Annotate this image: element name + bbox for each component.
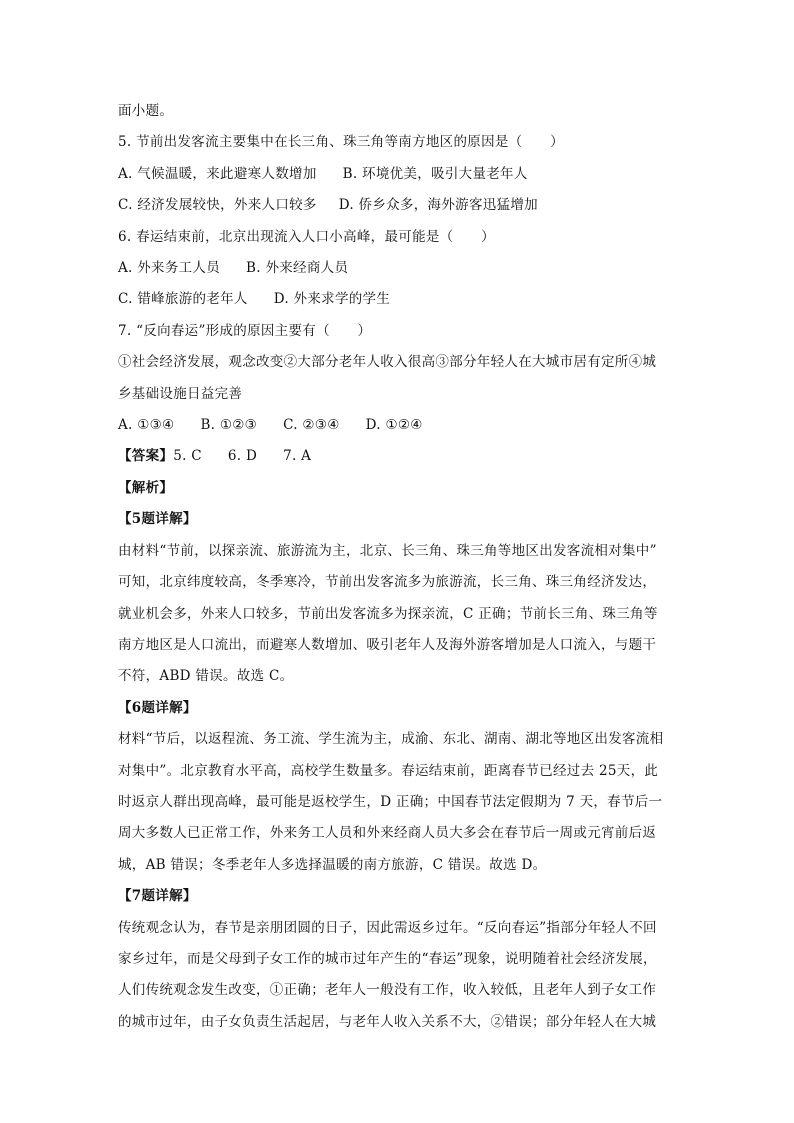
- detail-7-heading: 【7题详解】: [118, 888, 197, 905]
- detail-5-line: 南方地区是人口流出，而避寒人数增加、吸引老年人及海外游客增加是人口流入，与题干: [118, 636, 657, 653]
- detail-5-line: 就业机会多，外来人口较多，节前出发客流多为探亲流，C 正确；节前长三角、珠三角等: [118, 605, 658, 622]
- question-7-statements-line-2: 乡基础设施日益完善: [118, 385, 243, 402]
- option-5c: C. 经济发展较快，外来人口较多: [118, 197, 317, 214]
- option-6a: A. 外来务工人员: [118, 260, 221, 277]
- text-line: 面小题。: [118, 103, 174, 119]
- detail-6-heading: 【6题详解】: [118, 699, 197, 716]
- question-7-statements-line-1: ①社会经济发展，观念改变②大部分老年人收入很高③部分年轻人在大城市居有定所④城: [118, 354, 657, 371]
- detail-6-line: 材料“节后，以返程流、务工流、学生流为主，成渝、东北、湖南、湖北等地区出发客流相: [118, 731, 664, 748]
- answer-label: 【答案】: [118, 448, 174, 465]
- answer-line: [118, 441, 666, 472]
- detail-6-line: 周大多数人已正常工作，外来务工人员和外来经商人员大多会在春节后一周或元宵前后返: [118, 825, 657, 842]
- analysis-heading: 【解析】: [118, 479, 174, 496]
- answer-5: 5. C: [173, 448, 202, 465]
- option-5b: B. 环境优美，吸引大量老年人: [342, 165, 528, 182]
- detail-5-line: 不符，ABD 错误。故选 C。: [118, 668, 294, 685]
- question-6-stem: 6. 春运结束前，北京出现流入人口小高峰，最可能是（ ）: [118, 228, 495, 245]
- question-5-stem: 5. 节前出发客流主要集中在长三角、珠三角等南方地区的原因是（ ）: [118, 134, 564, 151]
- question-6-options-row-1: [118, 253, 666, 284]
- detail-5-heading: 【5题详解】: [118, 511, 197, 528]
- option-7b: B. ①②③: [200, 417, 258, 434]
- detail-6-line: 城，AB 错误；冬季老年人多选择温暖的南方旅游，C 错误。故选 D。: [118, 856, 547, 873]
- option-5a: A. 气候温暖，来此避寒人数增加: [118, 165, 317, 182]
- question-5-options-row-2: [118, 190, 666, 221]
- question-7-options: [118, 410, 666, 441]
- question-5-options-row-1: [118, 159, 666, 190]
- detail-7-line: 人们传统观念发生改变，①正确；老年人一般没有工作，收入较低，且老年人到子女工作: [118, 982, 657, 999]
- detail-7-line: 的城市过年，由子女负责生活起居，与老年人收入关系不大，②错误；部分年轻人在大城: [118, 1013, 657, 1030]
- option-6d: D. 外来求学的学生: [273, 291, 391, 308]
- option-6c: C. 错峰旅游的老年人: [118, 291, 248, 308]
- detail-7-line: 传统观念认为，春节是亲朋团圆的日子，因此需返乡过年。“反向春运”指部分年轻人不回: [118, 919, 657, 936]
- option-7c: C. ②③④: [283, 417, 340, 434]
- detail-5-line: 可知，北京纬度较高，冬季寒冷，节前出发客流多为旅游流，长三角、珠三角经济发达，: [118, 574, 657, 591]
- detail-7-line: 家乡过年，而是父母到子女工作的城市过年产生的“春运”现象，说明随着社会经济发展，: [118, 950, 657, 967]
- detail-6-line: 对集中”。北京教育水平高，高校学生数量多。春运结束前，距离春节已经过去 25天，此: [118, 762, 659, 779]
- option-6b: B. 外来经商人员: [246, 260, 349, 277]
- detail-6-line: 时返京人群出现高峰，最可能是返校学生，D 正确；中国春节法定假期为 7 天，春节后一: [118, 793, 663, 810]
- answer-7: 7. A: [283, 448, 312, 465]
- option-7a: A. ①③④: [118, 417, 175, 434]
- question-6-options-row-2: [118, 284, 666, 315]
- answer-6: 6. D: [227, 448, 258, 465]
- option-5d: D. 侨乡众多，海外游客迅猛增加: [338, 197, 538, 214]
- option-7d: D. ①②④: [365, 417, 423, 434]
- detail-5-line: 由材料“节前，以探亲流、旅游流为主，北京、长三角、珠三角等地区出发客流相对集中”: [118, 542, 657, 559]
- question-7-stem: 7. “反向春运”形成的原因主要有（ ）: [118, 322, 372, 339]
